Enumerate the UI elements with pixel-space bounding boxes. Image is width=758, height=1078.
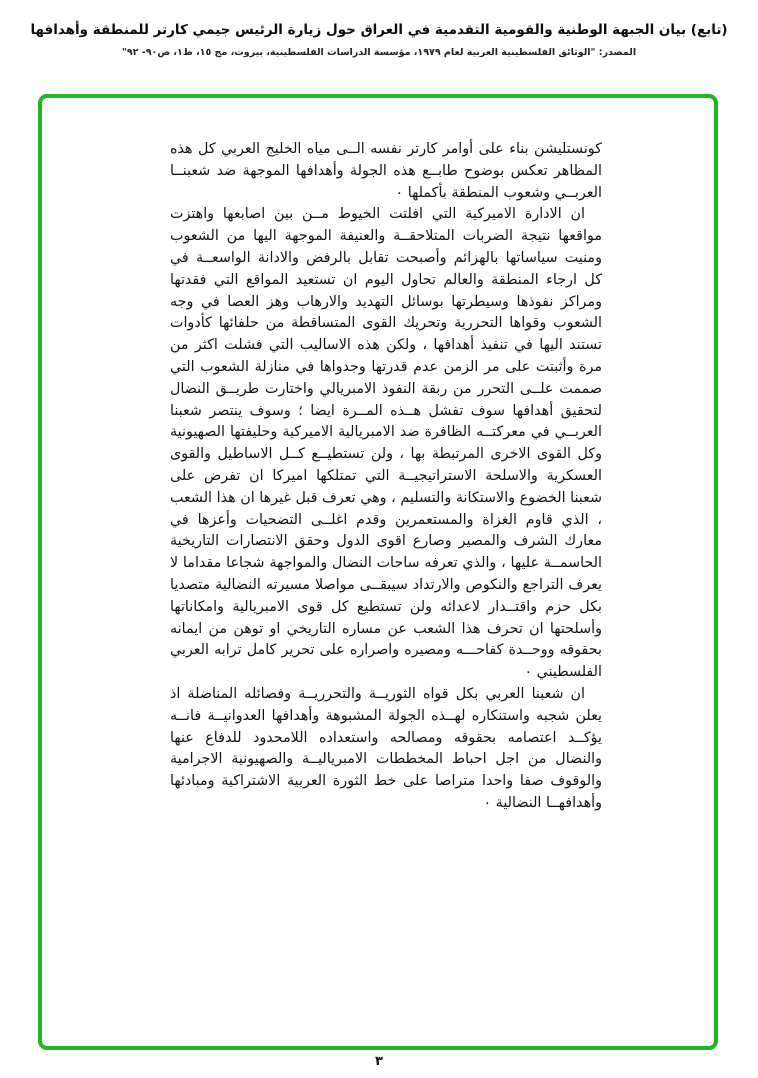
body-paragraph: ان شعبنا العربي بكل قواه الثوريــة والتحرريــة وفصائله المناضلة اذ يعلن شجبه واستنكاره لهــذه الجولة المشبوهة وأهدافها العدوانيــة فانــه يؤكــد اعتصامه بحقوقه ومصالحه واستعداده اللامحدود للدفاع عنها والنضال من اجل احباط المخططات الامبرياليــة والصهيونية الاجرامية والوقوف صفا واحدا متراصا على خط الثورة العربية الاشتراكية ومبادئها وأهدافهــا النضالية ٠ bbox=[170, 685, 602, 811]
body-paragraph: كونستليشن بناء على أوامر كارتر نفسه الــى مياه الخليج العربي كل هذه المظاهر تعكس بوضوح طابــع هذه الجولة وأهدافها الموجهة ضد شعبنــا العربــي وشعوب المنطقة بأكملها ٠ bbox=[170, 141, 602, 201]
page-header bbox=[0, 22, 758, 58]
green-border-frame bbox=[38, 94, 718, 1050]
body-text-column bbox=[170, 139, 602, 815]
body-paragraph: ان الادارة الاميركية التي افلتت الخيوط مــن بين اصابعها واهتزت مواقعها نتيجة الضربات المتلاحقــة والعنيفة الموجهة اليها من الشعوب ومنيت سياساتها بالهزائم وأصبحت تقابل بالرفض والادانة الواسعــة في كل ارجاء المنطقة والعالم تحاول اليوم ان تستعيد المواقع التي فقدتها ومراكز نفوذها وسيطرتها بوسائل التهديد والارهاب وهز العصا في وجه الشعوب وقواها التحررية وتحريك القوى المتساقطة من حلفائها كأدوات تستند اليها في تنفيذ أهدافها ، ولكن هذه الاساليب التي فشلت اكثر من مرة وأثبتت على مر الزمن عدم قدرتها وجدواها في منازلة الشعوب التي صممت علــى التحرر من ربقة النفوذ الامبريالي واختارت طريــق النضال لتحقيق أهدافها سوف تفشل هــذه المــرة ايضا ؛ وسوف ينتصر شعبنا العربــي في معركتــه الظافرة ضد الامبريالية الاميركية وحليفتها الصهيونية وكل القوى الاخرى المرتبطة بها ، ولن تستطيــع كــل الاساطيل والقوى العسكرية والاسلحة الاستراتيجيــة التي تمتلكها اميركا ان تفرض على شعبنا الخضوع والاستكانة والتسليم ، وهي تعرف قبل غيرها ان هذا الشعب ، الذي قاوم الغزاة والمستعمرين وقدم اغلــى التضحيات وأعزها في معارك الشرف والمصير وصارع اقوى الدول وحقق الانتصارات التاريخية الحاسمــة عليها ، والذي تعرفه ساحات النضال والمواجهة شجاعا مقداما لا يعرف التراجع والنكوص والارتداد سيبقــى مواصلا مسيرته النضالية متصديا بكل حزم واقتــدار لاعدائه ولن تستطيع كل قوى الامبريالية وامكاناتها وأسلحتها ان تحرف هذا الشعب عن مساره التاريخي او توهن من ايمانه بحقوقه ووحــدة كفاحـــه ومصيره واصراره على تحرير كامل ترابه العربي الفلسطيني ٠ bbox=[170, 206, 602, 681]
document-title: (تابع) بيان الجبهة الوطنية والقومية التقدمية في العراق حول زيارة الرئيس جيمي كارتر للمنطقة وأهدافها bbox=[30, 22, 728, 38]
source-citation: المصدر: "الوثائق الفلسطينية العربية لعام ١٩٧٩، مؤسسة الدراسات الفلسطينية، بيروت، مج ١٥، ط١، ص٩٠- ٩٢" bbox=[121, 47, 637, 58]
page-number: ٣ bbox=[375, 1054, 383, 1069]
